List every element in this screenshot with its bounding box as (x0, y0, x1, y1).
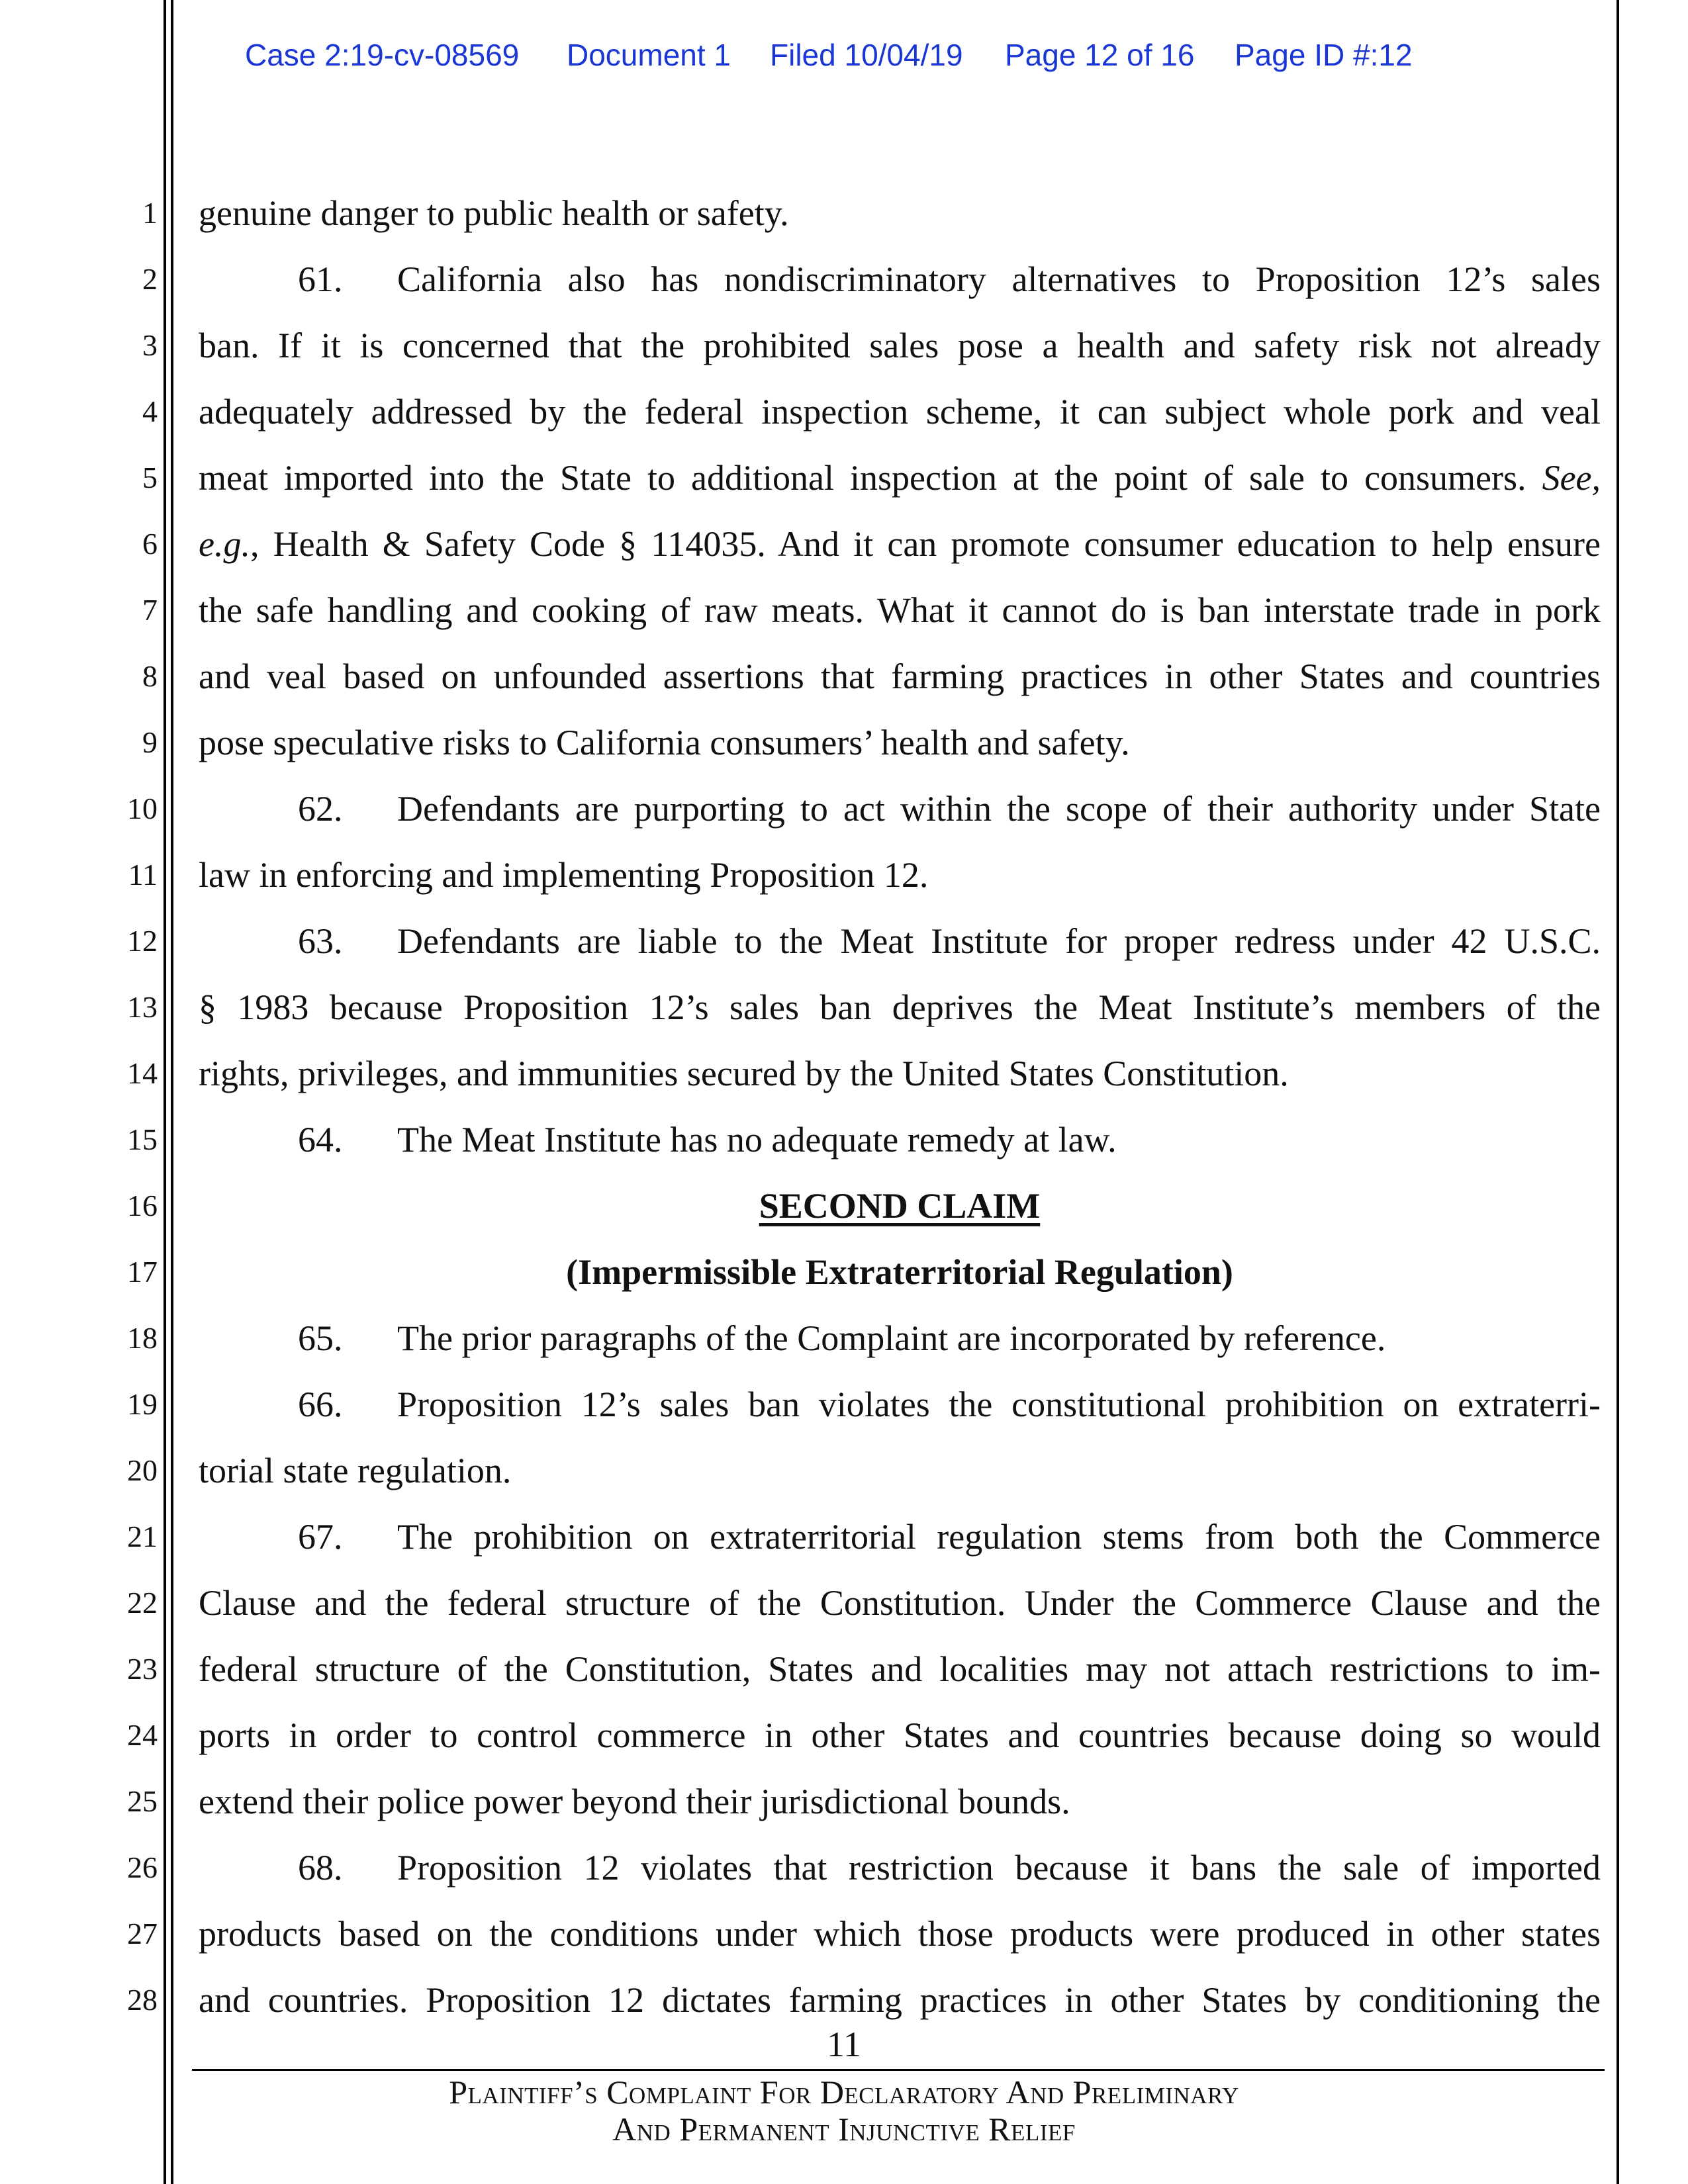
paragraph-number: 61. (298, 259, 343, 299)
line-number: 15 (127, 1122, 158, 1156)
line-number: 1 (142, 196, 158, 230)
line-number: 11 (128, 858, 158, 891)
text-line-15: The Meat Institute has no adequate remedy at law. (397, 1120, 1117, 1160)
line-number: 25 (127, 1784, 158, 1818)
line-number: 19 (127, 1387, 158, 1421)
text-line-5 (199, 451, 1601, 504)
claim-subheading (199, 1246, 1601, 1298)
left-margin-rule-outer (164, 0, 166, 2184)
paragraph-67-line-1 (199, 1510, 1601, 1563)
text-line-23: federal structure of the Constitution, States and localities may not attach restrictions to im- (199, 1649, 1601, 1689)
line-number: 17 (127, 1255, 158, 1289)
right-margin-rule (1617, 0, 1619, 2184)
line-number: 22 (127, 1586, 158, 1619)
case-number: Case 2:19-cv-08569 (245, 38, 520, 72)
paragraph-61-line-1 (199, 253, 1601, 306)
line-number: 4 (142, 394, 158, 428)
paragraph-64-line-1 (199, 1113, 1601, 1166)
paragraph-number: 66. (298, 1385, 343, 1424)
line-number: 13 (127, 990, 158, 1024)
line-number: 10 (127, 792, 158, 825)
line-number: 21 (127, 1520, 158, 1553)
paragraph-number: 67. (298, 1517, 343, 1557)
line-number: 14 (127, 1056, 158, 1090)
text-line-6 (199, 518, 1601, 570)
paragraph-number: 68. (298, 1848, 343, 1888)
text-line-13: § 1983 because Proposition 12’s sales ban deprives the Meat Institute’s members of the (199, 987, 1601, 1027)
text-line-14: rights, privileges, and immunities secured by the United States Constitution. (199, 1054, 1289, 1093)
page-count: Page 12 of 16 (1005, 38, 1195, 72)
text-line-1: genuine danger to public health or safety. (199, 193, 789, 233)
paragraph-number: 62. (298, 789, 343, 829)
text-line-9: pose speculative risks to California consumers’ health and safety. (199, 723, 1130, 762)
line-number: 5 (142, 461, 158, 494)
case-header (0, 37, 1688, 77)
text-line-20: torial state regulation. (199, 1451, 512, 1490)
text-line-8: and veal based on unfounded assertions that farming practices in other States and countries (199, 657, 1601, 696)
citation-signal: See, (1542, 458, 1601, 498)
text-line-11: law in enforcing and implementing Proposition 12. (199, 855, 929, 895)
line-number: 24 (127, 1718, 158, 1752)
text-line-12: Defendants are liable to the Meat Institute for proper redress under 42 U.S.C. (397, 921, 1601, 961)
citation-signal: e.g. (199, 524, 250, 564)
text-segment: , Health & Safety Code § 114035. And it can promote consumer education to help ensure (250, 524, 1601, 564)
paragraph-63-line-1 (199, 915, 1601, 968)
line-number: 23 (127, 1652, 158, 1686)
text-segment: meat imported into the State to additional inspection at the point of sale to consumers. (199, 458, 1526, 498)
paragraph-number: 64. (298, 1120, 343, 1160)
text-line-27: products based on the conditions under which those products were produced in other states (199, 1914, 1601, 1954)
claim-title: SECOND CLAIM (759, 1186, 1041, 1226)
text-line-18: The prior paragraphs of the Complaint are incorporated by reference. (397, 1318, 1386, 1358)
text-line-4: adequately addressed by the federal inspection scheme, it can subject whole pork and veal (199, 392, 1601, 432)
text-line-10: Defendants are purporting to act within the scope of their authority under State (397, 789, 1601, 829)
page-id: Page ID #:12 (1235, 38, 1413, 72)
line-number: 26 (127, 1850, 158, 1884)
line-number: 7 (142, 593, 158, 627)
text-line-19: Proposition 12’s sales ban violates the constitutional prohibition on extraterri- (397, 1385, 1601, 1424)
paragraph-number: 63. (298, 921, 343, 961)
line-number: 9 (142, 725, 158, 759)
footer-title-line-2: And Permanent Injunctive Relief (612, 2111, 1076, 2148)
paragraph-number: 65. (298, 1318, 343, 1358)
line-number: 20 (127, 1453, 158, 1487)
text-line-3: ban. If it is concerned that the prohibited sales pose a health and safety risk not already (199, 326, 1601, 365)
paragraph-62-line-1 (199, 782, 1601, 835)
paragraph-65-line-1 (199, 1312, 1601, 1365)
footer-title-line-1: Plaintiff’s Complaint For Declaratory And Preliminary (449, 2073, 1239, 2111)
text-line-26: Proposition 12 violates that restriction because it bans the sale of imported (397, 1848, 1601, 1888)
claim-heading (199, 1179, 1601, 1232)
line-number: 28 (127, 1983, 158, 2017)
text-line-22: Clause and the federal structure of the Constitution. Under the Commerce Clause and the (199, 1583, 1601, 1623)
line-number: 27 (127, 1917, 158, 1950)
line-number: 16 (127, 1189, 158, 1222)
line-number: 3 (142, 328, 158, 362)
paragraph-68-line-1 (199, 1841, 1601, 1894)
page-number: 11 (827, 2025, 861, 2064)
paragraph-66-line-1 (199, 1378, 1601, 1431)
line-number: 12 (127, 924, 158, 958)
footer-rule (192, 2069, 1605, 2071)
text-line-21: The prohibition on extraterritorial regulation stems from both the Commerce (397, 1517, 1601, 1557)
line-number: 2 (142, 262, 158, 296)
filed-date: Filed 10/04/19 (770, 38, 963, 72)
text-line-24: ports in order to control commerce in other States and countries because doing so would (199, 1715, 1601, 1755)
left-margin-rule-inner (171, 0, 173, 2184)
text-line-2: California also has nondiscriminatory alternatives to Proposition 12’s sales (397, 259, 1601, 299)
text-line-28: and countries. Proposition 12 dictates farming practices in other States by conditioning the (199, 1980, 1601, 2020)
line-number: 6 (142, 527, 158, 561)
claim-subtitle: (Impermissible Extraterritorial Regulation) (566, 1252, 1233, 1292)
line-number: 8 (142, 659, 158, 693)
text-line-7: the safe handling and cooking of raw meats. What it cannot do is ban interstate trade in pork (199, 590, 1601, 630)
text-line-25: extend their police power beyond their jurisdictional bounds. (199, 1782, 1070, 1821)
line-number: 18 (127, 1321, 158, 1355)
document-number: Document 1 (567, 38, 731, 72)
